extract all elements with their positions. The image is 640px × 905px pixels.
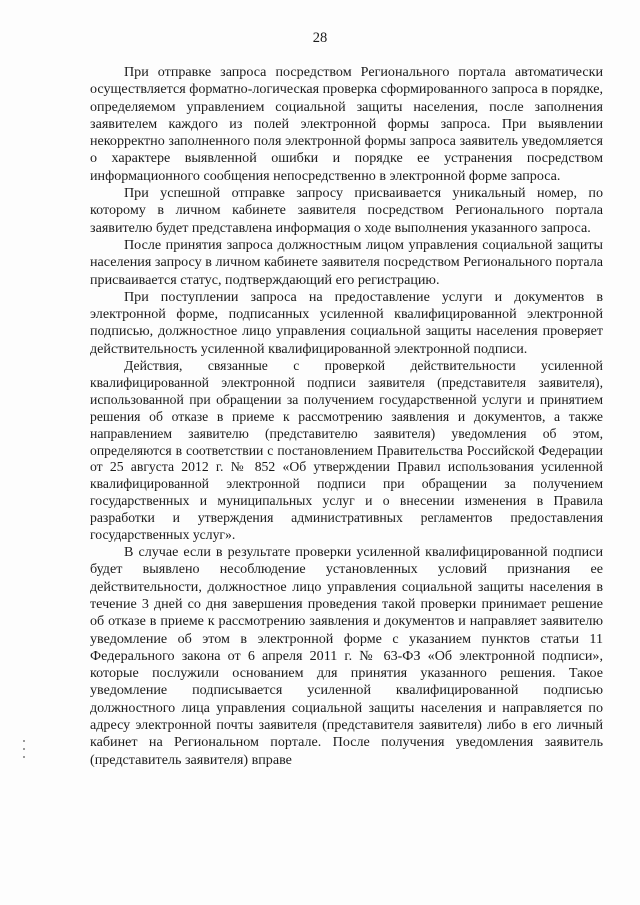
scan-mark: [23, 740, 25, 742]
paragraph-refusal-notice: В случае если в результате проверки усиленной квалифицированной подписи будет выявлено несоблюдение установленных условий признания ее действительности, должностное лицо управления социальной защиты населения в течение 3 дней со дня завершения проведения такой проверки принимает решение об отказе в приеме к рассмотрению заявления и документов и направляет заявителю уведомление об этом в электронной форме с указанием пунктов статьи 11 Федерального закона от 6 апреля 2011 г. № 63-ФЗ «Об электронной подписи», которые послужили основанием для принятия указанного решения. Такое уведомление подписывается усиленной квалифицированной подписью должностного лица управления социальной защиты населения и направляется по адресу электронной почты заявителя (представителя заявителя) либо в его личный кабинет на Региональном портале. После получения уведомления заявитель (представитель заявителя) вправе: [90, 544, 603, 768]
paragraph-status-assignment: После принятия запроса должностным лицом управления социальной защиты населения запросу в личном кабинете заявителя посредством Регионального портала присваивается статус, подтверждающий его регистрацию.: [90, 236, 603, 288]
paragraph-signature-verification: При поступлении запроса на предоставление услуги и документов в электронной форме, подписанных усиленной квалифицированной электронной подписью, должностное лицо управления социальной защиты населения проверяет действительность усиленной квалифицированной электронной подписи.: [90, 288, 603, 357]
scan-mark: [23, 756, 25, 758]
page-number: 28: [312, 30, 328, 46]
paragraph-signature-actions: Действия, связанные с проверкой действительности усиленной квалифицированной электронной подписи заявителя (представителя заявителя), использованной при обращении за получением государственной услуги и принятием решения об отказе в приеме к рассмотрению заявления и документов, а также направлением заявителю (представителю заявителя) уведомления об этом, определяются в соответствии с постановлением Правительства Российской Федерации от 25 августа 2012 г. № 852 «Об утверждении Правил использования усиленной квалифицированной электронной подписи при обращении за получением государственных и муниципальных услуг и о внесении изменения в Правила разработки и утверждения административных регламентов предоставления государственных услуг».: [90, 358, 603, 543]
paragraph-unique-number: При успешной отправке запросу присваивается уникальный номер, по которому в личном кабинете заявителя посредством Регионального портала заявителю будет представлена информация о ходе выполнения указанного запроса.: [90, 185, 603, 236]
scan-mark: [23, 748, 25, 750]
document-body: [90, 64, 603, 769]
paragraph-portal-check: При отправке запроса посредством Регионального портала автоматически осуществляется форматно-логическая проверка сформированного запроса в порядке, определяемом управлением социальной защиты населения, после заполнения заявителем каждого из полей электронной формы запроса. При выявлении некорректно заполненного поля электронной формы запроса заявитель уведомляется о характере выявленной ошибки и порядке ее устранения посредством информационного сообщения непосредственно в электронной форме запроса.: [90, 64, 603, 184]
